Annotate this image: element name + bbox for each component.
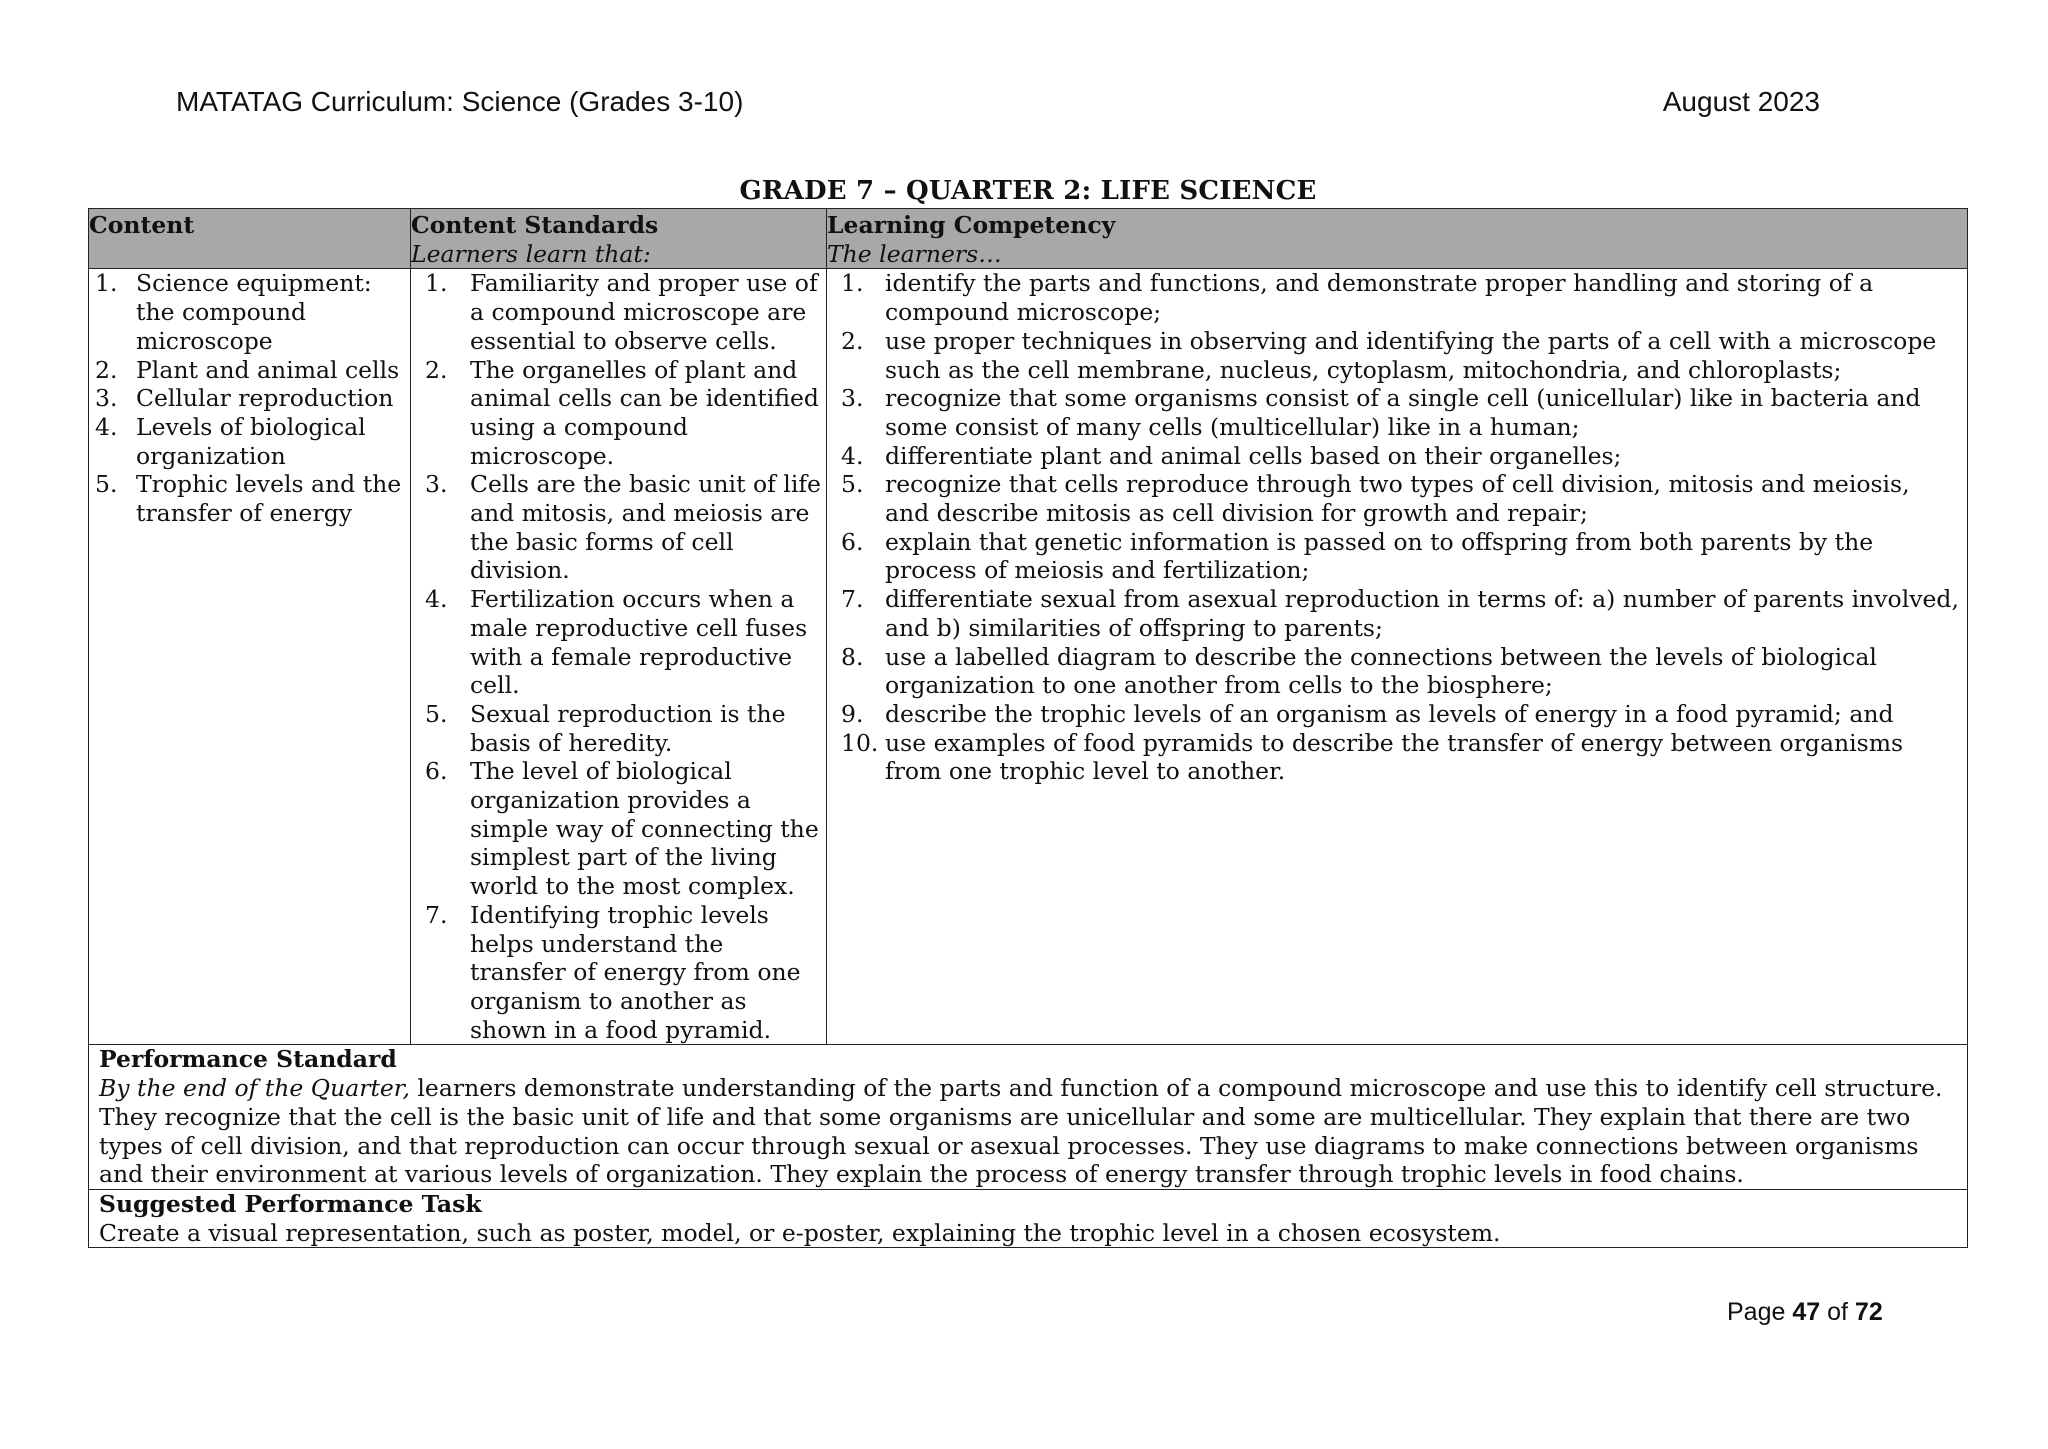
list-item-text: recognize that cells reproduce through two types of cell division, mitosis and meiosis, and describe mitosis as cell division for growth and repair; — [885, 470, 1910, 528]
performance-task-text: Create a visual representation, such as poster, model, or e-poster, explaining the trophic level in a chosen ecosystem. — [99, 1218, 1501, 1247]
list-item-text: Familiarity and proper use of a compound microscope are essential to observe cells. — [470, 269, 818, 355]
column-header-subtitle: Learners learn that: — [411, 239, 651, 268]
competency-item — [841, 442, 1959, 471]
list-item-text: Identifying trophic levels helps understand the transfer of energy from one organism to another as shown in a food pyramid. — [470, 900, 801, 1044]
competency-item — [841, 327, 1959, 384]
content-list — [92, 269, 406, 527]
performance-standard-label: Performance Standard — [99, 1045, 397, 1074]
list-item-number: 6. — [425, 757, 448, 786]
list-item-number: 2. — [95, 355, 118, 384]
list-item-text: explain that genetic information is passed on to offspring from both parents by the process of meiosis and fertilization; — [885, 527, 1874, 585]
list-item-number: 8. — [841, 642, 864, 671]
list-item-text: Cellular reproduction — [136, 384, 394, 413]
performance-standard-row — [89, 1045, 1968, 1190]
competency-item — [841, 470, 1959, 527]
list-item-text: Levels of biological organization — [136, 412, 366, 470]
content-item — [92, 413, 406, 470]
page-title: GRADE 7 – QUARTER 2: LIFE SCIENCE — [739, 176, 1317, 206]
content-item — [92, 269, 406, 355]
list-item-text: Cells are the basic unit of life and mitosis, and meiosis are the basic forms of cell division. — [470, 470, 821, 585]
performance-task-cell — [89, 1189, 1968, 1247]
standard-item — [425, 901, 822, 1045]
list-item-text: The level of biological organization provides a simple way of connecting the simplest part of the living world to the most complex. — [470, 757, 819, 901]
list-item-number: 6. — [841, 527, 864, 556]
competency-item — [841, 643, 1959, 700]
content-item — [92, 384, 406, 413]
list-item-number: 4. — [841, 441, 864, 470]
competency-cell — [827, 269, 1968, 1045]
list-item-text: recognize that some organisms consist of a single cell (unicellular) like in bacteria and some consist of many cells (multicellular) like in a human; — [885, 384, 1921, 441]
list-item-text: Trophic levels and the transfer of energy — [136, 470, 402, 528]
performance-standard-cell — [89, 1045, 1968, 1190]
standards-cell — [411, 269, 827, 1045]
list-item-number: 4. — [95, 412, 118, 441]
list-item-text: use a labelled diagram to describe the connections between the levels of biological organization to one another from cells to the biosphere; — [885, 642, 1877, 700]
list-item-number: 4. — [425, 585, 448, 614]
competency-item — [841, 585, 1959, 642]
standard-item — [425, 470, 822, 585]
performance-standard-intro: By the end of the Quarter, — [99, 1074, 410, 1103]
content-cell — [89, 269, 411, 1045]
curriculum-table — [88, 208, 1968, 1248]
list-item-number: 2. — [841, 326, 864, 355]
document-header-title: MATATAG Curriculum: Science (Grades 3-10) — [176, 86, 744, 117]
list-item-text: The organelles of plant and animal cells can be identified using a compound microscope. — [470, 355, 819, 470]
standards-list — [425, 269, 822, 1044]
list-item-number: 10. — [841, 728, 879, 757]
list-item-text: describe the trophic levels of an organism as levels of energy in a food pyramid; and — [885, 699, 1894, 728]
column-header-label: Content Standards — [411, 211, 659, 239]
competency-item — [841, 528, 1959, 585]
column-header-label: Learning Competency — [827, 211, 1116, 239]
list-item-number: 5. — [425, 699, 448, 728]
performance-task-row — [89, 1189, 1968, 1247]
list-item-text: differentiate plant and animal cells based on their organelles; — [885, 441, 1622, 470]
column-header-label: Content — [89, 211, 195, 239]
page-number: 47 — [1792, 1298, 1821, 1326]
standard-item — [425, 269, 822, 355]
table-body-row — [89, 269, 1968, 1045]
table-header-row — [89, 209, 1968, 269]
list-item-text: identify the parts and functions, and demonstrate proper handling and storing of a compound microscope; — [885, 269, 1874, 327]
standard-item — [425, 757, 822, 901]
list-item-text: use proper techniques in observing and identifying the parts of a cell with a microscope such as the cell membrane, nucleus, cytoplasm, mitochondria, and chloroplasts; — [885, 326, 1937, 384]
competency-item — [841, 700, 1959, 729]
list-item-number: 3. — [95, 384, 118, 413]
list-item-number: 1. — [425, 269, 448, 298]
list-item-number: 7. — [841, 585, 864, 614]
column-header-competency — [827, 209, 1968, 269]
of-word: of — [1827, 1298, 1848, 1326]
standard-item — [425, 356, 822, 471]
list-item-text: Fertilization occurs when a male reproductive cell fuses with a female reproductive cell. — [470, 585, 808, 700]
list-item-text: Science equipment: the compound microscope — [136, 269, 372, 355]
column-header-content — [89, 209, 411, 269]
list-item-text: Sexual reproduction is the basis of heredity. — [470, 699, 786, 757]
content-item — [92, 470, 406, 527]
list-item-number: 7. — [425, 900, 448, 929]
page-word: Page — [1727, 1298, 1786, 1326]
list-item-number: 1. — [841, 269, 864, 298]
list-item-number: 1. — [95, 269, 118, 298]
standard-item — [425, 700, 822, 757]
list-item-number: 3. — [425, 470, 448, 499]
competency-item — [841, 729, 1959, 786]
list-item-text: differentiate sexual from asexual reproduction in terms of: a) number of parents involved, and b) similarities of offspring to parents; — [885, 585, 1959, 642]
column-header-standards — [411, 209, 827, 269]
competency-list — [841, 269, 1959, 786]
list-item-number: 3. — [841, 384, 864, 413]
competency-item — [841, 269, 1959, 326]
standard-item — [425, 585, 822, 700]
performance-task-label: Suggested Performance Task — [99, 1189, 482, 1218]
competency-item — [841, 384, 1959, 441]
list-item-number: 2. — [425, 355, 448, 384]
performance-standard-text: learners demonstrate understanding of the parts and function of a compound microscope and use this to identify cell structure. They recognize that the cell is the basic unit of life and that some organisms are unicellular and some are multicellular. They explain that there are two types of cell division, and that reproduction can occur through sexual or asexual processes. They use diagrams to make connections between organisms and their environment at various levels of organization. They explain the process of energy transfer through trophic levels in food chains. — [99, 1074, 1943, 1189]
list-item-number: 5. — [841, 470, 864, 499]
page-footer — [1727, 1298, 1883, 1327]
list-item-number: 9. — [841, 699, 864, 728]
list-item-text: Plant and animal cells — [136, 355, 400, 384]
total-pages: 72 — [1854, 1298, 1883, 1326]
content-item — [92, 356, 406, 385]
column-header-subtitle: The learners… — [827, 239, 1002, 268]
list-item-number: 5. — [95, 470, 118, 499]
document-header-date: August 2023 — [1662, 86, 1820, 117]
list-item-text: use examples of food pyramids to describe the transfer of energy between organisms from one trophic level to another. — [885, 728, 1904, 786]
